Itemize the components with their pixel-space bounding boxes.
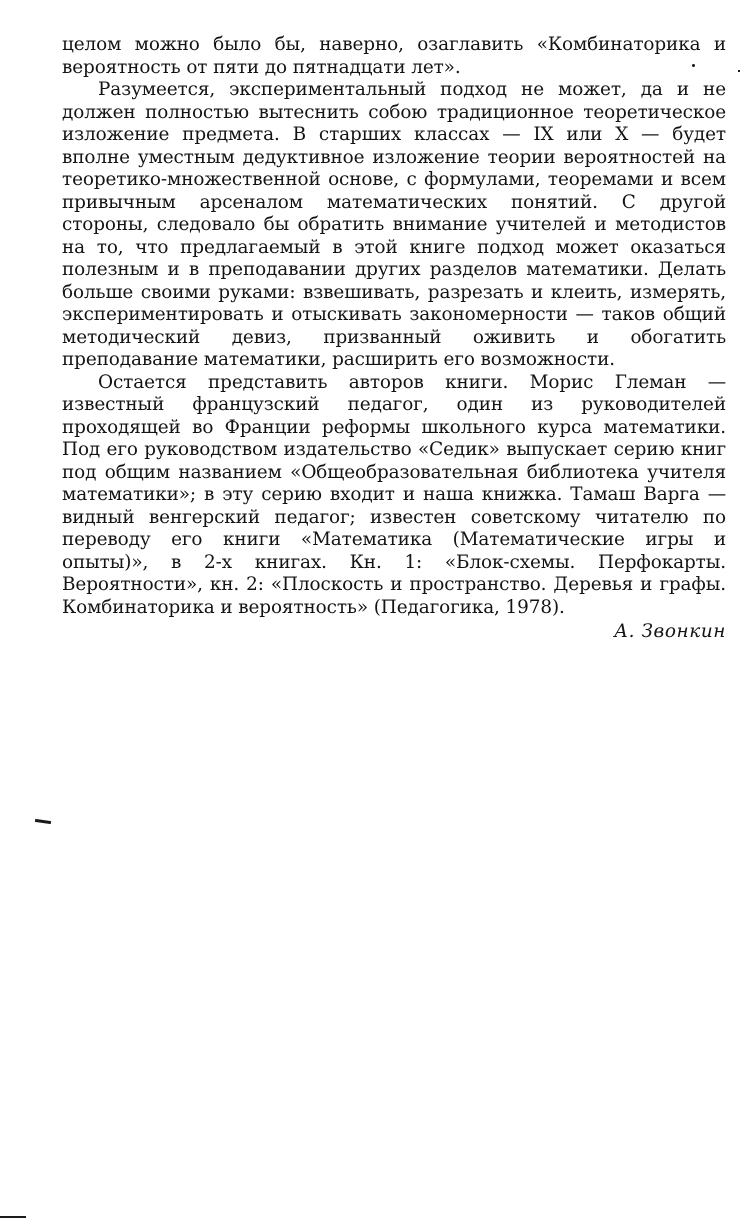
document-page <box>62 34 726 644</box>
paragraph-experimental-approach: Разумеется, экспериментальный подход не может, да и не должен полностью вытеснить собою традиционное теоретическое изложение предмета. В старших классах — IX или X — будет вполне уместным дедуктивное изложение теории вероятностей на теоретико-множественной основе, с формулами, теоремами и всем привычным арсеналом математических понятий. С другой стороны, следовало бы обратить внимание учителей и методистов на то, что предлагаемый в этой книге подход может оказаться полезным и в преподавании других разделов математики. Делать больше своими руками: взвешивать, разрезать и клеить, измерять, экспериментировать и отыскивать закономерности — таков общий методический девиз, призванный оживить и обогатить преподавание математики, расширить его возможности. <box>62 79 726 370</box>
scan-speck <box>738 70 740 72</box>
paragraph-continuation: целом можно было бы, наверно, озаглавить «Комбинаторика и вероятность от пяти до пятнадцати лет». <box>62 34 726 78</box>
signature: А. Звонкин <box>614 621 726 642</box>
scan-speck <box>35 819 51 824</box>
scan-speck <box>0 1216 26 1218</box>
paragraph-authors: Остается представить авторов книги. Морис Глеман — известный французский педагог, один из руководителей проходящей во Франции реформы школьного курса математики. Под его руководством издательство «Седик» выпускает серию книг под общим названием «Общеобразовательная библиотека учителя математики»; в эту серию входит и наша книжка. Тамаш Варга — видный венгерский педагог; известен советскому читателю по переводу его книги «Математика (Математические игры и опыты)», в 2-х книгах. Кн. 1: «Блок-схемы. Перфокарты. Вероятности», кн. 2: «Плоскость и пространство. Деревья и графы. Комбинаторика и вероятность» (Педагогика, 1978). <box>62 371 726 618</box>
scan-speck <box>692 64 695 67</box>
